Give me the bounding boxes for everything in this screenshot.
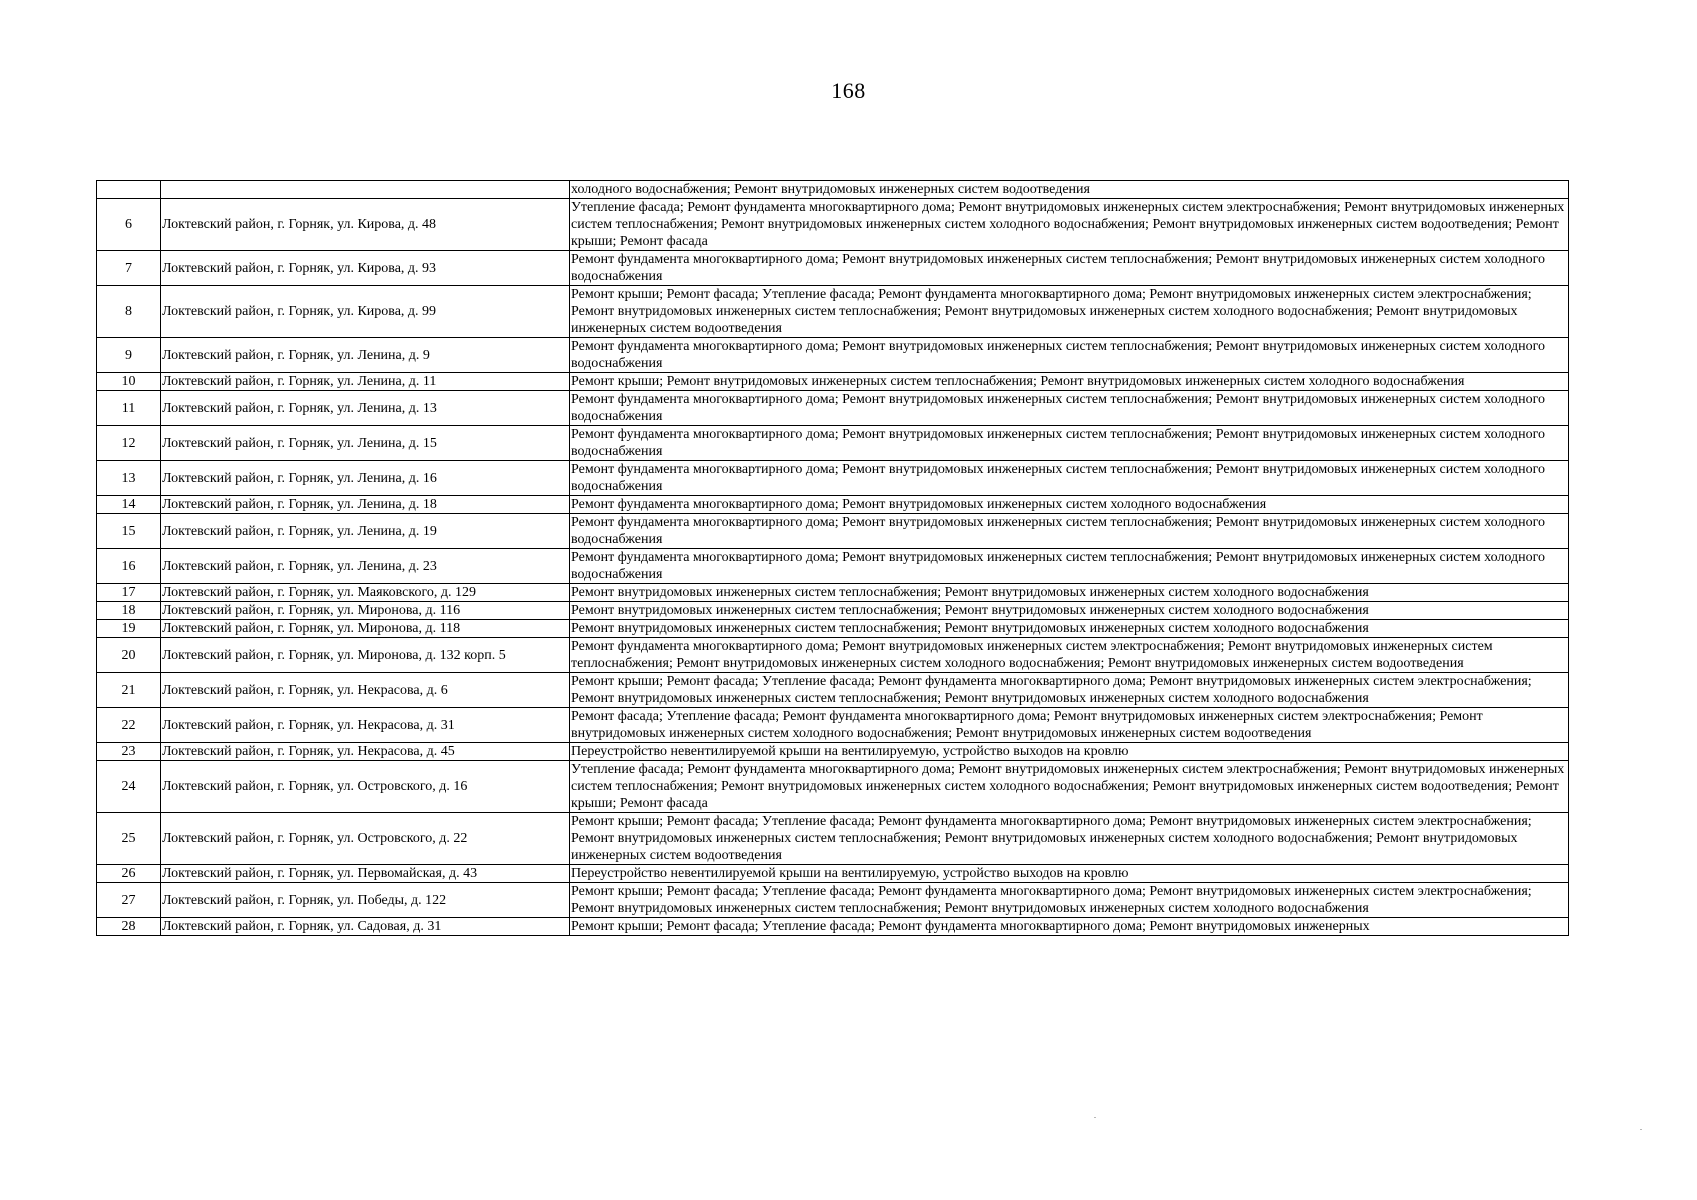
address-cell: Локтевский район, г. Горняк, ул. Ленина, д. 16: [161, 461, 570, 496]
address-cell: Локтевский район, г. Горняк, ул. Миронова, д. 132 корп. 5: [161, 638, 570, 673]
row-number-cell: 14: [97, 496, 161, 514]
table-row: [97, 426, 1569, 461]
table-row: [97, 761, 1569, 813]
address-cell: Локтевский район, г. Горняк, ул. Кирова, д. 48: [161, 199, 570, 251]
table-row: [97, 373, 1569, 391]
address-cell: Локтевский район, г. Горняк, ул. Ленина, д. 18: [161, 496, 570, 514]
table-row: [97, 338, 1569, 373]
row-number-cell: 26: [97, 865, 161, 883]
row-number-cell: 25: [97, 813, 161, 865]
works-cell: Ремонт фундамента многоквартирного дома; Ремонт внутридомовых инженерных систем теплоснабжения; Ремонт внутридомовых инженерных систем холодного водоснабжения: [570, 426, 1569, 461]
works-cell: Ремонт крыши; Ремонт внутридомовых инженерных систем теплоснабжения; Ремонт внутридомовых инженерных систем холодного водоснабжения: [570, 373, 1569, 391]
address-cell: Локтевский район, г. Горняк, ул. Ленина, д. 19: [161, 514, 570, 549]
address-cell: Локтевский район, г. Горняк, ул. Ленина, д. 23: [161, 549, 570, 584]
address-cell: Локтевский район, г. Горняк, ул. Ленина, д. 15: [161, 426, 570, 461]
row-number-cell: 9: [97, 338, 161, 373]
table-row: [97, 813, 1569, 865]
works-cell: Ремонт фундамента многоквартирного дома; Ремонт внутридомовых инженерных систем теплоснабжения; Ремонт внутридомовых инженерных систем холодного водоснабжения: [570, 391, 1569, 426]
row-number-cell: 22: [97, 708, 161, 743]
row-number-cell: 13: [97, 461, 161, 496]
row-number-cell: 21: [97, 673, 161, 708]
address-cell: Локтевский район, г. Горняк, ул. Ленина, д. 13: [161, 391, 570, 426]
address-cell: Локтевский район, г. Горняк, ул. Садовая, д. 31: [161, 918, 570, 936]
row-number-cell: 19: [97, 620, 161, 638]
address-cell: Локтевский район, г. Горняк, ул. Ленина, д. 11: [161, 373, 570, 391]
table-row: [97, 918, 1569, 936]
address-cell: Локтевский район, г. Горняк, ул. Маяковского, д. 129: [161, 584, 570, 602]
table-row: [97, 496, 1569, 514]
address-cell: Локтевский район, г. Горняк, ул. Ленина, д. 9: [161, 338, 570, 373]
table-row: [97, 865, 1569, 883]
table-row: [97, 620, 1569, 638]
works-cell: Ремонт крыши; Ремонт фасада; Утепление фасада; Ремонт фундамента многоквартирного дома; Ремонт внутридомовых инженерных систем электроснабжения; Ремонт внутридомовых инженерных систем теплоснабжения; Ремонт внутридомовых инженерных систем холодного водоснабжения; Ремонт внутридомовых инженерных систем водоотведения: [570, 286, 1569, 338]
works-cell: Ремонт фасада; Утепление фасада; Ремонт фундамента многоквартирного дома; Ремонт внутридомовых инженерных систем электроснабжения; Ремонт внутридомовых инженерных систем холодного водоснабжения; Ремонт внутридомовых инженерных систем водоотведения: [570, 708, 1569, 743]
table-row: [97, 391, 1569, 426]
works-cell: Ремонт внутридомовых инженерных систем теплоснабжения; Ремонт внутридомовых инженерных систем холодного водоснабжения: [570, 620, 1569, 638]
row-number-cell: 6: [97, 199, 161, 251]
works-cell: Ремонт внутридомовых инженерных систем теплоснабжения; Ремонт внутридомовых инженерных систем холодного водоснабжения: [570, 584, 1569, 602]
table-body: [97, 181, 1569, 936]
row-number-cell: 23: [97, 743, 161, 761]
address-cell: Локтевский район, г. Горняк, ул. Островского, д. 16: [161, 761, 570, 813]
row-number-cell: 11: [97, 391, 161, 426]
table-row: [97, 251, 1569, 286]
row-number-cell: 17: [97, 584, 161, 602]
repair-works-table: [96, 180, 1569, 936]
table-row: [97, 673, 1569, 708]
table-row: [97, 883, 1569, 918]
row-number-cell: 16: [97, 549, 161, 584]
works-cell: Ремонт фундамента многоквартирного дома; Ремонт внутридомовых инженерных систем теплоснабжения; Ремонт внутридомовых инженерных систем холодного водоснабжения: [570, 461, 1569, 496]
works-cell: Ремонт крыши; Ремонт фасада; Утепление фасада; Ремонт фундамента многоквартирного дома; Ремонт внутридомовых инженерных: [570, 918, 1569, 936]
table-row: [97, 708, 1569, 743]
works-cell: Ремонт крыши; Ремонт фасада; Утепление фасада; Ремонт фундамента многоквартирного дома; Ремонт внутридомовых инженерных систем электроснабжения; Ремонт внутридомовых инженерных систем теплоснабжения; Ремонт внутридомовых инженерных систем холодного водоснабжения; Ремонт внутридомовых инженерных систем водоотведения: [570, 813, 1569, 865]
row-number-cell: 20: [97, 638, 161, 673]
works-cell: Ремонт фундамента многоквартирного дома; Ремонт внутридомовых инженерных систем теплоснабжения; Ремонт внутридомовых инженерных систем холодного водоснабжения: [570, 549, 1569, 584]
works-cell: Ремонт фундамента многоквартирного дома; Ремонт внутридомовых инженерных систем электроснабжения; Ремонт внутридомовых инженерных систем теплоснабжения; Ремонт внутридомовых инженерных систем холодного водоснабжения; Ремонт внутридомовых инженерных систем водоотведения: [570, 638, 1569, 673]
works-cell: Ремонт крыши; Ремонт фасада; Утепление фасада; Ремонт фундамента многоквартирного дома; Ремонт внутридомовых инженерных систем электроснабжения; Ремонт внутридомовых инженерных систем теплоснабжения; Ремонт внутридомовых инженерных систем холодного водоснабжения: [570, 883, 1569, 918]
row-number-cell: 7: [97, 251, 161, 286]
address-cell: Локтевский район, г. Горняк, ул. Некрасова, д. 31: [161, 708, 570, 743]
scan-speck: [1094, 1117, 1096, 1118]
address-cell: [161, 181, 570, 199]
works-cell: Переустройство невентилируемой крыши на вентилируемую, устройство выходов на кровлю: [570, 743, 1569, 761]
works-cell: холодного водоснабжения; Ремонт внутридомовых инженерных систем водоотведения: [570, 181, 1569, 199]
table-row: [97, 638, 1569, 673]
page-number: 168: [831, 78, 866, 103]
row-number-cell: 10: [97, 373, 161, 391]
works-cell: Ремонт фундамента многоквартирного дома; Ремонт внутридомовых инженерных систем теплоснабжения; Ремонт внутридомовых инженерных систем холодного водоснабжения: [570, 251, 1569, 286]
works-cell: Утепление фасада; Ремонт фундамента многоквартирного дома; Ремонт внутридомовых инженерных систем электроснабжения; Ремонт внутридомовых инженерных систем теплоснабжения; Ремонт внутридомовых инженерных систем холодного водоснабжения; Ремонт внутридомовых инженерных систем водоотведения; Ремонт крыши; Ремонт фасада: [570, 761, 1569, 813]
works-cell: Ремонт фундамента многоквартирного дома; Ремонт внутридомовых инженерных систем теплоснабжения; Ремонт внутридомовых инженерных систем холодного водоснабжения: [570, 514, 1569, 549]
works-cell: Переустройство невентилируемой крыши на вентилируемую, устройство выходов на кровлю: [570, 865, 1569, 883]
row-number-cell: 15: [97, 514, 161, 549]
address-cell: Локтевский район, г. Горняк, ул. Кирова, д. 99: [161, 286, 570, 338]
table-row: [97, 514, 1569, 549]
address-cell: Локтевский район, г. Горняк, ул. Некрасова, д. 6: [161, 673, 570, 708]
row-number-cell: [97, 181, 161, 199]
works-cell: Ремонт внутридомовых инженерных систем теплоснабжения; Ремонт внутридомовых инженерных систем холодного водоснабжения: [570, 602, 1569, 620]
table-row: [97, 199, 1569, 251]
address-cell: Локтевский район, г. Горняк, ул. Миронова, д. 118: [161, 620, 570, 638]
table-row: [97, 461, 1569, 496]
table-row: [97, 584, 1569, 602]
address-cell: Локтевский район, г. Горняк, ул. Первомайская, д. 43: [161, 865, 570, 883]
address-cell: Локтевский район, г. Горняк, ул. Миронова, д. 116: [161, 602, 570, 620]
table-row: [97, 286, 1569, 338]
table-row: [97, 181, 1569, 199]
address-cell: Локтевский район, г. Горняк, ул. Кирова, д. 93: [161, 251, 570, 286]
works-cell: Утепление фасада; Ремонт фундамента многоквартирного дома; Ремонт внутридомовых инженерных систем электроснабжения; Ремонт внутридомовых инженерных систем теплоснабжения; Ремонт внутридомовых инженерных систем холодного водоснабжения; Ремонт внутридомовых инженерных систем водоотведения; Ремонт крыши; Ремонт фасада: [570, 199, 1569, 251]
address-cell: Локтевский район, г. Горняк, ул. Некрасова, д. 45: [161, 743, 570, 761]
table-row: [97, 743, 1569, 761]
address-cell: Локтевский район, г. Горняк, ул. Островского, д. 22: [161, 813, 570, 865]
works-cell: Ремонт фундамента многоквартирного дома; Ремонт внутридомовых инженерных систем холодного водоснабжения: [570, 496, 1569, 514]
row-number-cell: 18: [97, 602, 161, 620]
works-cell: Ремонт фундамента многоквартирного дома; Ремонт внутридомовых инженерных систем теплоснабжения; Ремонт внутридомовых инженерных систем холодного водоснабжения: [570, 338, 1569, 373]
row-number-cell: 24: [97, 761, 161, 813]
table-row: [97, 549, 1569, 584]
row-number-cell: 28: [97, 918, 161, 936]
table-row: [97, 602, 1569, 620]
row-number-cell: 27: [97, 883, 161, 918]
row-number-cell: 12: [97, 426, 161, 461]
scan-speck: [1640, 1129, 1642, 1130]
works-cell: Ремонт крыши; Ремонт фасада; Утепление фасада; Ремонт фундамента многоквартирного дома; Ремонт внутридомовых инженерных систем электроснабжения; Ремонт внутридомовых инженерных систем теплоснабжения; Ремонт внутридомовых инженерных систем холодного водоснабжения: [570, 673, 1569, 708]
row-number-cell: 8: [97, 286, 161, 338]
address-cell: Локтевский район, г. Горняк, ул. Победы, д. 122: [161, 883, 570, 918]
